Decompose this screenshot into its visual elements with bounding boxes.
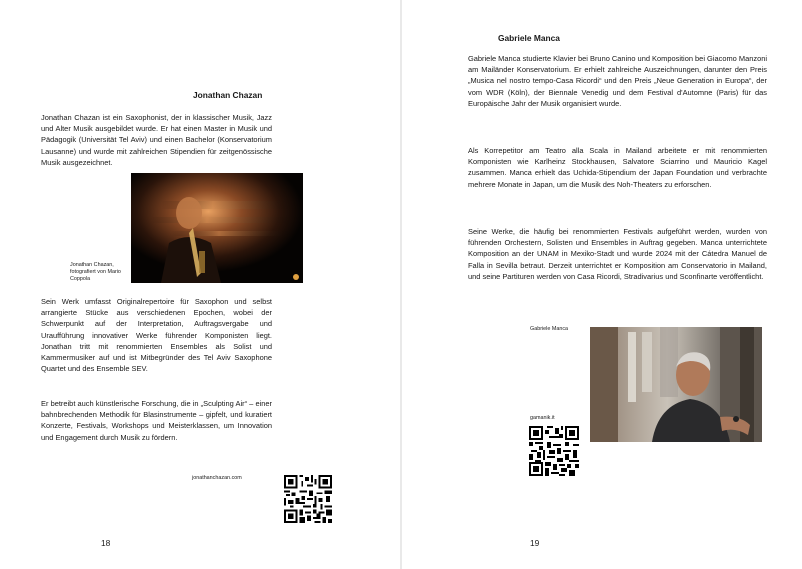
paragraph-manca-3: Seine Werke, die häufig bei renommierten Festivals aufgeführt werden, wurden von führenden Orchestern, Solisten und Ensembles in Auftrag gegeben. Manca unterrichtete Komposition an der UNAM in Mexiko-Stadt und wurde 2024 mit der Cátedra Manuel de Falla in Sevilla betraut. Derzeit unterrichtet er Komposition am Conservatorio in Mailand, und seine Partituren werden von Casa Ricordi, Stradivarius und Sconfinarte veröffentlicht. — [468, 227, 767, 281]
page-number-right: 19 — [530, 538, 540, 548]
paragraph-chazan-1: Jonathan Chazan ist ein Saxophonist, der in klassischer Musik, Jazz und Alter Musik ausgebildet wurde. Er hat einen Master in Musik und Pädagogik (Universität Tel Aviv) und einen Bachelor (Konservatorium Lausanne) und wurde mit zahlreichen Stipendien für zeitgenössische Musik ausgezeichnet. — [41, 113, 272, 167]
heading-gabriele-manca: Gabriele Manca — [498, 33, 560, 43]
caption-chazan-photo: Jonathan Chazan, fotografiert von Mario Coppola — [70, 262, 121, 282]
page-number-left: 18 — [101, 538, 111, 548]
qr-code-icon — [284, 475, 332, 523]
caption-manca-photo: Gabriele Manca — [530, 326, 569, 332]
saxophonist-photo-image — [131, 173, 303, 283]
page-left — [0, 0, 400, 569]
portrait-photo-image — [590, 327, 762, 442]
heading-jonathan-chazan: Jonathan Chazan — [193, 90, 263, 100]
paragraph-manca-2: Als Korrepetitor am Teatro alla Scala in Mailand arbeitete er mit renommierten Komponisten wie Karlheinz Stockhausen, Salvatore Sciarrino und Mauricio Kagel zusammen. Manca erhielt das Uchida-Stipendium der Japan Foundation und verbrachte mehrere Monate in Japan, um die Musik des Noh-Theaters zu erforschen. — [468, 146, 767, 189]
qr-code-chazan[interactable] — [284, 475, 332, 523]
qr-code-icon — [529, 426, 579, 476]
page-right — [402, 0, 802, 569]
photo-jonathan-chazan — [131, 173, 303, 283]
photo-gabriele-manca — [590, 327, 762, 442]
website-chazan[interactable]: jonathanchazan.com — [192, 475, 242, 481]
paragraph-chazan-3: Er betreibt auch künstlerische Forschung, die in „Sculpting Air“ – einer bahnbrechenden Methodik für Blasinstrumente – gipfelt, und kuratiert Konzerte, Festivals, Workshops und Meisterklassen, um Innovation und Engagement durch Musik zu fördern. — [41, 399, 272, 442]
paragraph-manca-1: Gabriele Manca studierte Klavier bei Bruno Canino und Komposition bei Giacomo Manzoni am Mailänder Konservatorium. Er erhielt zahlreiche Auszeichnungen, darunter den Preis „Musica nel nostro tempo-Casa Ricordi“ und den Preis „Neue Generation in Europa“, der vom WDR (Köln), der Biennale Venedig und dem Festival d'Automne (Paris) für das Europäische Jahr der Musik organisiert wurde. — [468, 54, 767, 108]
website-manca[interactable]: gamanik.it — [530, 415, 555, 421]
qr-code-manca[interactable] — [529, 426, 579, 476]
paragraph-chazan-2: Sein Werk umfasst Originalrepertoire für Saxophon und selbst arrangierte Stücke aus verschiedenen Epochen, wobei der Schwerpunkt auf der Interpretation, Auftragsvergabe und Uraufführung innovativer Werke führender Komponisten liegt. Jonathan tritt mit renommierten Ensembles als Solist und Kammermusiker auf und ist Mitbegründer des Tel Aviv Saxophone Quartet und des Ensemble SEV. — [41, 297, 272, 374]
